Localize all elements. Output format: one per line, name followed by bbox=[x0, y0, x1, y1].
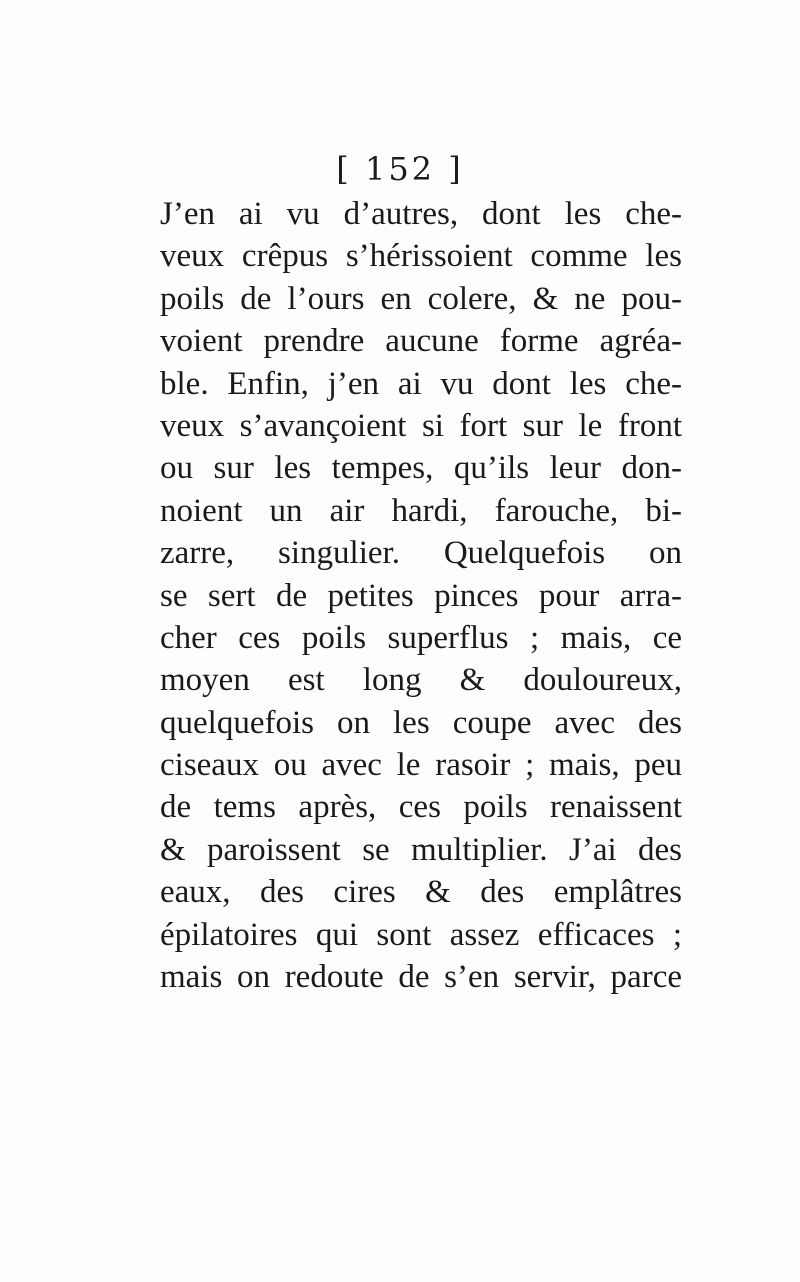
text-line: cher ces poils superflus ; mais, ce bbox=[160, 619, 682, 656]
text-line: mais on redoute de s’en servir, parce bbox=[160, 959, 682, 996]
text-line: voient prendre aucune forme agréa- bbox=[160, 323, 682, 360]
body-text bbox=[160, 193, 682, 998]
text-line: poils de l’ours en colere, & ne pou- bbox=[160, 280, 682, 317]
text-line: de tems après, ces poils renaissent bbox=[160, 789, 682, 826]
text-line: épilatoires qui sont assez efficaces ; bbox=[160, 916, 682, 953]
text-line: veux s’avançoient si fort sur le front bbox=[160, 407, 682, 444]
text-line: noient un air hardi, farouche, bi- bbox=[160, 492, 682, 529]
text-line: ble. Enfin, j’en ai vu dont les che- bbox=[160, 365, 682, 402]
text-line: J’en ai vu d’autres, dont les che- bbox=[160, 196, 682, 232]
text-line: zarre, singulier. Quelquefois on bbox=[160, 535, 682, 572]
page-number: [ 152 ] bbox=[336, 150, 464, 188]
text-line: quelquefois on les coupe avec des bbox=[160, 704, 682, 741]
text-line: veux crêpus s’hérissoient comme les bbox=[160, 238, 682, 275]
text-line: moyen est long & douloureux, bbox=[160, 662, 682, 699]
text-line: & paroissent se multiplier. J’ai des bbox=[160, 831, 682, 868]
text-line: eaux, des cires & des emplâtres bbox=[160, 874, 682, 911]
text-line: ou sur les tempes, qu’ils leur don- bbox=[160, 450, 682, 487]
text-line: se sert de petites pinces pour arra- bbox=[160, 577, 682, 614]
text-line: ciseaux ou avec le rasoir ; mais, peu bbox=[160, 747, 682, 784]
